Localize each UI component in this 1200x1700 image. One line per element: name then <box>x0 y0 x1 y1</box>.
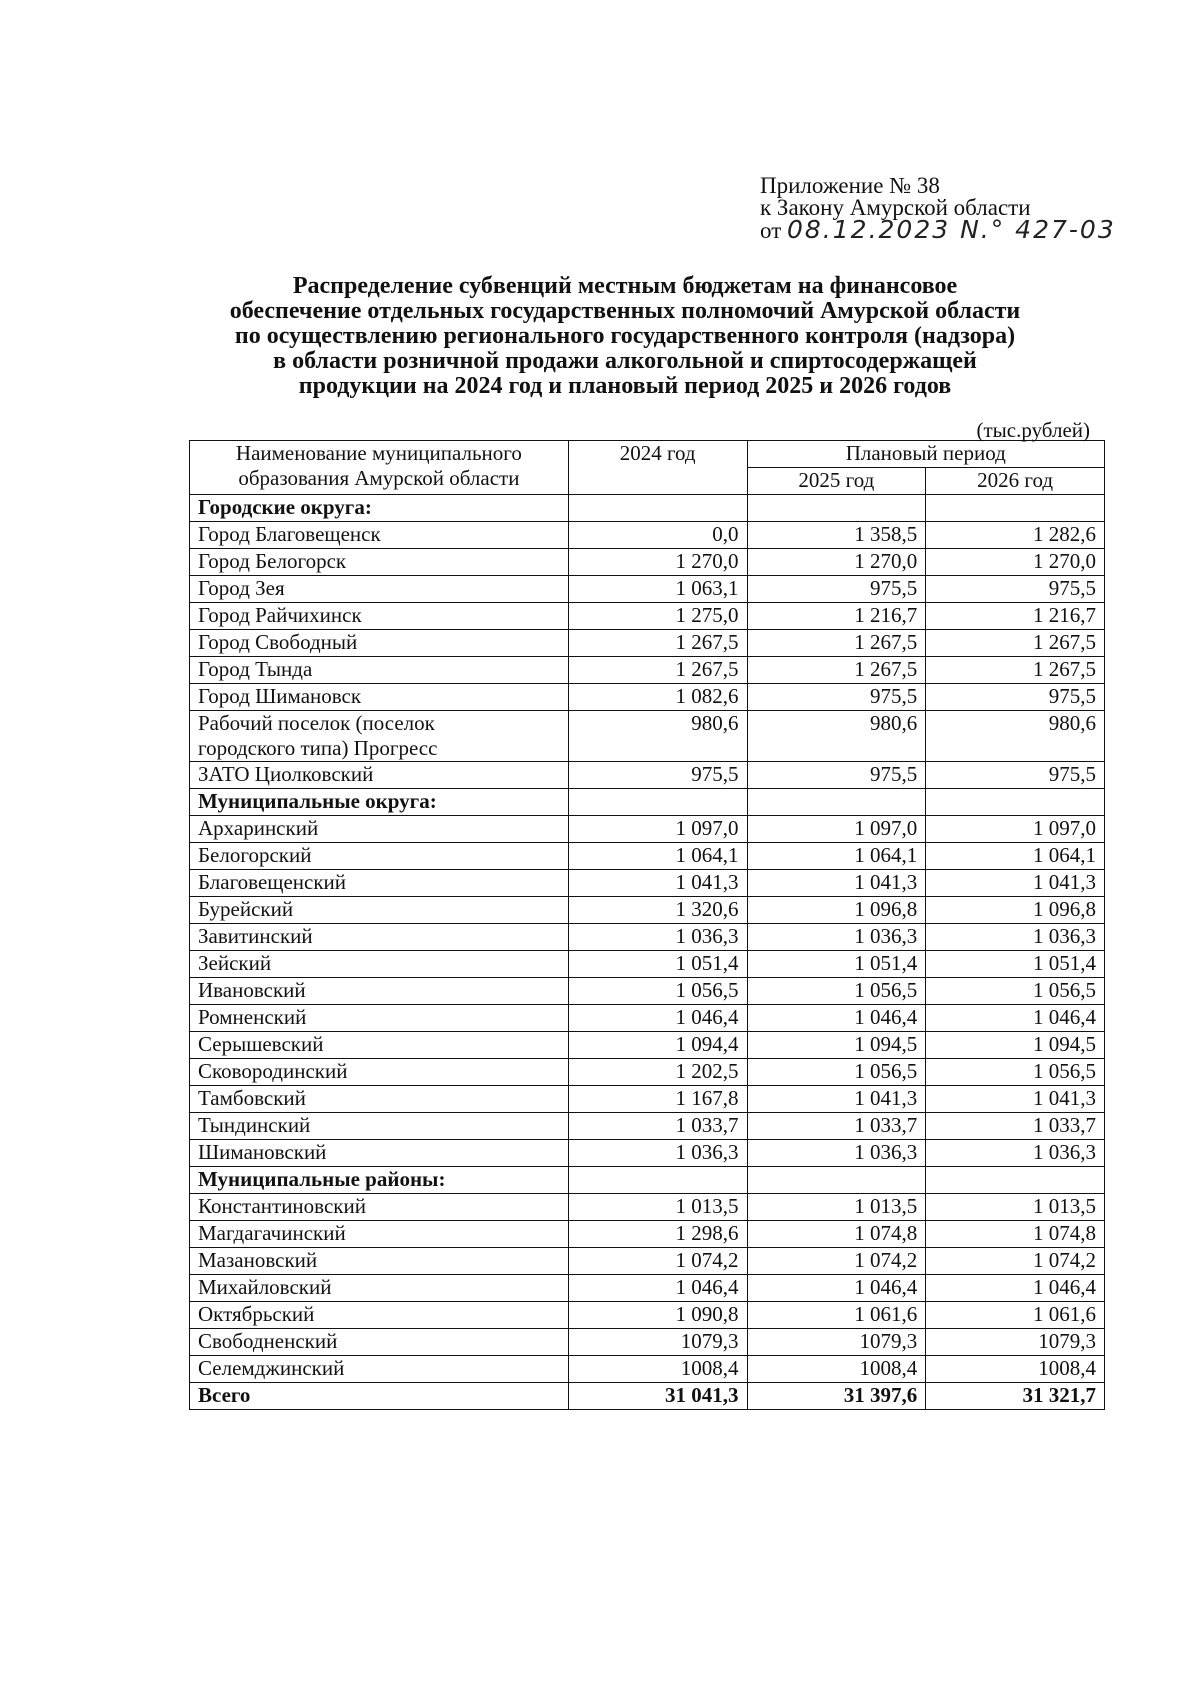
total-2025: 31 397,6 <box>747 1383 926 1410</box>
value-2024: 1 046,4 <box>568 1005 747 1032</box>
municipality-name <box>190 1005 569 1032</box>
document-title <box>150 274 1100 399</box>
value-2025: 1 041,3 <box>747 1086 926 1113</box>
municipality-name <box>190 951 569 978</box>
section-header-row <box>190 789 1105 816</box>
table-row <box>190 1032 1105 1059</box>
value-2024: 1 094,4 <box>568 1032 747 1059</box>
value-2026: 1 064,1 <box>926 843 1105 870</box>
municipality-name-line: Зейский <box>198 951 272 975</box>
value-2025: 1 046,4 <box>747 1005 926 1032</box>
municipality-name <box>190 549 569 576</box>
value-2024: 1 090,8 <box>568 1302 747 1329</box>
municipality-name-line: Свободненский <box>198 1329 338 1353</box>
value-2025: 1 046,4 <box>747 1275 926 1302</box>
value-2026: 1 282,6 <box>926 522 1105 549</box>
value-2025: 1 051,4 <box>747 951 926 978</box>
total-2026: 31 321,7 <box>926 1383 1105 1410</box>
table-row <box>190 978 1105 1005</box>
municipality-name-line: Тамбовский <box>198 1086 306 1110</box>
value-2026: 1 013,5 <box>926 1194 1105 1221</box>
value-2024: 1 013,5 <box>568 1194 747 1221</box>
value-2024: 1 267,5 <box>568 657 747 684</box>
municipality-name <box>190 657 569 684</box>
table-row <box>190 1329 1105 1356</box>
table-row <box>190 1221 1105 1248</box>
section-title: Городские округа: <box>190 495 569 522</box>
municipality-name <box>190 1302 569 1329</box>
municipality-name <box>190 576 569 603</box>
title-line: продукции на 2024 год и плановый период 2025 и 2026 годов <box>298 373 952 399</box>
value-2024: 1 041,3 <box>568 870 747 897</box>
value-2025: 1 036,3 <box>747 1140 926 1167</box>
section-title: Муниципальные районы: <box>190 1167 569 1194</box>
municipality-name <box>190 1032 569 1059</box>
municipality-name-line: Завитинский <box>198 924 313 948</box>
table-row <box>190 657 1105 684</box>
municipality-name <box>190 603 569 630</box>
value-2025: 980,6 <box>747 711 926 762</box>
header-2024: 2024 год <box>568 441 747 495</box>
header-name-cell <box>190 441 569 495</box>
total-row <box>190 1383 1105 1410</box>
municipality-name <box>190 870 569 897</box>
value-2024: 1 051,4 <box>568 951 747 978</box>
municipality-name-line: Архаринский <box>198 816 319 840</box>
municipality-name-line: Шимановский <box>198 1140 327 1164</box>
table-row <box>190 1140 1105 1167</box>
value-2026: 1008,4 <box>926 1356 1105 1383</box>
table-row <box>190 630 1105 657</box>
value-2025: 1 064,1 <box>747 843 926 870</box>
section-header-row <box>190 495 1105 522</box>
value-2024: 1 036,3 <box>568 924 747 951</box>
value-2026: 980,6 <box>926 711 1105 762</box>
value-2026: 1 074,2 <box>926 1248 1105 1275</box>
value-2026: 1 041,3 <box>926 1086 1105 1113</box>
value-2024: 1 033,7 <box>568 1113 747 1140</box>
municipality-name-line: Серышевский <box>198 1032 324 1056</box>
empty-cell <box>926 789 1105 816</box>
municipality-name-line: Магдагачинский <box>198 1221 346 1245</box>
municipality-name-line: Город Белогорск <box>198 549 347 573</box>
appendix-number: Приложение № 38 <box>760 173 940 198</box>
unit-label: (тыс.рублей) <box>976 418 1090 442</box>
table-row <box>190 1275 1105 1302</box>
table-row <box>190 924 1105 951</box>
value-2024: 1 267,5 <box>568 630 747 657</box>
value-2026: 1 216,7 <box>926 603 1105 630</box>
value-2026: 1 096,8 <box>926 897 1105 924</box>
header-name-line1: Наименование муниципального <box>235 441 522 465</box>
table-row <box>190 1086 1105 1113</box>
municipality-name <box>190 924 569 951</box>
table-row <box>190 576 1105 603</box>
value-2025: 1 270,0 <box>747 549 926 576</box>
section-header-row <box>190 1167 1105 1194</box>
value-2024: 1 320,6 <box>568 897 747 924</box>
municipality-name-line: Рабочий поселок (поселок <box>198 711 435 735</box>
municipality-name <box>190 1356 569 1383</box>
table-row <box>190 1356 1105 1383</box>
value-2026: 1079,3 <box>926 1329 1105 1356</box>
municipality-name <box>190 978 569 1005</box>
value-2024: 1 056,5 <box>568 978 747 1005</box>
empty-cell <box>568 1167 747 1194</box>
municipality-name <box>190 1059 569 1086</box>
municipality-name-line: Бурейский <box>198 897 294 921</box>
value-2025: 975,5 <box>747 762 926 789</box>
value-2025: 1 036,3 <box>747 924 926 951</box>
appendix-block <box>760 175 1116 242</box>
empty-cell <box>568 495 747 522</box>
value-2026: 1 036,3 <box>926 924 1105 951</box>
value-2026: 1 094,5 <box>926 1032 1105 1059</box>
value-2025: 1 041,3 <box>747 870 926 897</box>
value-2025: 1 094,5 <box>747 1032 926 1059</box>
municipality-name-line: городского типа) Прогресс <box>198 736 438 760</box>
empty-cell <box>747 495 926 522</box>
municipality-name-line: Константиновский <box>198 1194 366 1218</box>
value-2026: 1 270,0 <box>926 549 1105 576</box>
table-row <box>190 843 1105 870</box>
table-row <box>190 1059 1105 1086</box>
value-2025: 1 061,6 <box>747 1302 926 1329</box>
table-row <box>190 762 1105 789</box>
municipality-name <box>190 684 569 711</box>
empty-cell <box>747 1167 926 1194</box>
municipality-name-line: Город Свободный <box>198 630 358 654</box>
empty-cell <box>926 495 1105 522</box>
value-2026: 1 056,5 <box>926 978 1105 1005</box>
value-2025: 1 267,5 <box>747 657 926 684</box>
value-2024: 1079,3 <box>568 1329 747 1356</box>
appendix-date-prefix: от <box>760 218 782 243</box>
value-2026: 1 056,5 <box>926 1059 1105 1086</box>
table-row <box>190 1113 1105 1140</box>
table-row <box>190 1005 1105 1032</box>
municipality-name-line: Город Тында <box>198 657 313 681</box>
municipality-name <box>190 1140 569 1167</box>
appendix-date-line <box>760 215 1116 244</box>
value-2024: 980,6 <box>568 711 747 762</box>
municipality-name <box>190 762 569 789</box>
value-2026: 1 061,6 <box>926 1302 1105 1329</box>
value-2024: 1 046,4 <box>568 1275 747 1302</box>
table-body <box>190 495 1105 1410</box>
value-2024: 1 270,0 <box>568 549 747 576</box>
table-row <box>190 897 1105 924</box>
section-title: Муниципальные округа: <box>190 789 569 816</box>
municipality-name <box>190 897 569 924</box>
municipality-name-line: Белогорский <box>198 843 312 867</box>
table-row <box>190 711 1105 762</box>
municipality-name <box>190 1248 569 1275</box>
municipality-name <box>190 522 569 549</box>
municipality-name-line: ЗАТО Циолковский <box>198 762 374 786</box>
value-2026: 1 046,4 <box>926 1275 1105 1302</box>
value-2024: 1 074,2 <box>568 1248 747 1275</box>
table-row <box>190 1302 1105 1329</box>
value-2026: 1 267,5 <box>926 630 1105 657</box>
handwritten-date-number: 08.12.2023 N.° 427-03 <box>787 215 1116 244</box>
municipality-name <box>190 1086 569 1113</box>
value-2026: 1 036,3 <box>926 1140 1105 1167</box>
municipality-name-line: Благовещенский <box>198 870 347 894</box>
value-2026: 1 074,8 <box>926 1221 1105 1248</box>
value-2024: 1 063,1 <box>568 576 747 603</box>
municipality-name-line: Сковородинский <box>198 1059 348 1083</box>
municipality-name <box>190 1275 569 1302</box>
table-row <box>190 1194 1105 1221</box>
value-2025: 1 358,5 <box>747 522 926 549</box>
value-2025: 1 074,2 <box>747 1248 926 1275</box>
value-2025: 1079,3 <box>747 1329 926 1356</box>
empty-cell <box>568 789 747 816</box>
table-row <box>190 522 1105 549</box>
value-2025: 1 097,0 <box>747 816 926 843</box>
empty-cell <box>926 1167 1105 1194</box>
municipality-name <box>190 630 569 657</box>
municipality-name-line: Октябрьский <box>198 1302 315 1326</box>
value-2026: 1 041,3 <box>926 870 1105 897</box>
title-line: по осуществлению регионального государственного контроля (надзора) <box>234 323 1016 349</box>
municipality-name-line: Селемджинский <box>198 1356 345 1380</box>
value-2024: 1 202,5 <box>568 1059 747 1086</box>
value-2025: 1 033,7 <box>747 1113 926 1140</box>
value-2026: 1 267,5 <box>926 657 1105 684</box>
value-2024: 1 064,1 <box>568 843 747 870</box>
value-2025: 1 013,5 <box>747 1194 926 1221</box>
table-row <box>190 1248 1105 1275</box>
header-name-line2: образования Амурской области <box>238 466 520 490</box>
total-label: Всего <box>190 1383 569 1410</box>
empty-cell <box>747 789 926 816</box>
appendix-law-ref: к Закону Амурской области <box>760 195 1031 220</box>
value-2024: 1 167,8 <box>568 1086 747 1113</box>
value-2024: 1 275,0 <box>568 603 747 630</box>
title-line: обеспечение отдельных государственных полномочий Амурской области <box>229 298 1021 324</box>
title-line: в области розничной продажи алкогольной и спиртосодержащей <box>273 348 977 374</box>
municipality-name-line: Тындинский <box>198 1113 311 1137</box>
total-2024: 31 041,3 <box>568 1383 747 1410</box>
municipality-name-line: Город Шимановск <box>198 684 362 708</box>
value-2025: 1008,4 <box>747 1356 926 1383</box>
header-planned-period: Плановый период <box>747 441 1104 468</box>
value-2024: 1 298,6 <box>568 1221 747 1248</box>
municipality-name-line: Ромненский <box>198 1005 307 1029</box>
municipality-name-line: Город Райчихинск <box>198 603 362 627</box>
value-2026: 1 033,7 <box>926 1113 1105 1140</box>
value-2024: 1 097,0 <box>568 816 747 843</box>
table-row <box>190 684 1105 711</box>
value-2025: 1 056,5 <box>747 978 926 1005</box>
value-2025: 1 074,8 <box>747 1221 926 1248</box>
header-2026: 2026 год <box>926 468 1105 495</box>
value-2024: 1 082,6 <box>568 684 747 711</box>
municipality-name-line: Ивановский <box>198 978 306 1002</box>
title-line: Распределение субвенций местным бюджетам на финансовое <box>292 273 958 299</box>
table-row <box>190 816 1105 843</box>
header-2025: 2025 год <box>747 468 926 495</box>
value-2026: 975,5 <box>926 684 1105 711</box>
municipality-name-line: Город Зея <box>198 576 285 600</box>
municipality-name-line: Михайловский <box>198 1275 332 1299</box>
municipality-name <box>190 816 569 843</box>
table-header-row <box>190 441 1105 468</box>
table-row <box>190 549 1105 576</box>
table-row <box>190 951 1105 978</box>
value-2024: 0,0 <box>568 522 747 549</box>
table-row <box>190 870 1105 897</box>
municipality-name-line: Город Благовещенск <box>198 522 381 546</box>
municipality-name <box>190 1113 569 1140</box>
municipality-name-line: Мазановский <box>198 1248 318 1272</box>
municipality-name <box>190 1194 569 1221</box>
value-2024: 1 036,3 <box>568 1140 747 1167</box>
value-2025: 975,5 <box>747 684 926 711</box>
value-2024: 975,5 <box>568 762 747 789</box>
value-2026: 1 097,0 <box>926 816 1105 843</box>
subvention-table <box>189 440 1105 1410</box>
value-2026: 975,5 <box>926 762 1105 789</box>
value-2025: 1 056,5 <box>747 1059 926 1086</box>
value-2025: 975,5 <box>747 576 926 603</box>
municipality-name <box>190 1329 569 1356</box>
table-row <box>190 603 1105 630</box>
value-2025: 1 267,5 <box>747 630 926 657</box>
value-2025: 1 216,7 <box>747 603 926 630</box>
municipality-name <box>190 843 569 870</box>
municipality-name <box>190 1221 569 1248</box>
value-2026: 1 046,4 <box>926 1005 1105 1032</box>
value-2026: 975,5 <box>926 576 1105 603</box>
value-2024: 1008,4 <box>568 1356 747 1383</box>
municipality-name <box>190 711 569 762</box>
value-2025: 1 096,8 <box>747 897 926 924</box>
value-2026: 1 051,4 <box>926 951 1105 978</box>
